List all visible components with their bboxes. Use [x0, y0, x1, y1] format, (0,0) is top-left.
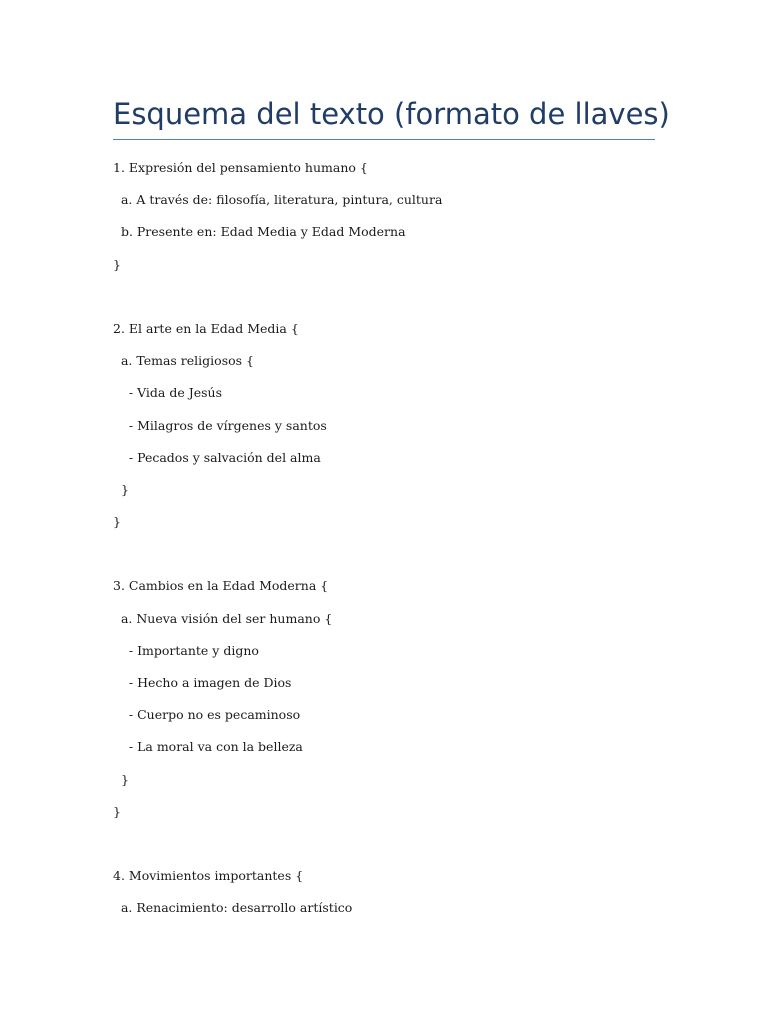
document-title: Esquema del texto (formato de llaves)	[113, 97, 670, 131]
outline-line-brace-close: }	[113, 771, 129, 787]
outline-line-brace-close: }	[113, 803, 121, 819]
outline-line-blank	[113, 281, 673, 313]
outline-line-blank	[113, 828, 673, 860]
outline-line-item: b. Presente en: Edad Media y Edad Moderna	[113, 224, 406, 240]
outline-line-subitem: - Cuerpo no es pecaminoso	[113, 707, 301, 723]
outline-line-item: a. Renacimiento: desarrollo artístico	[113, 900, 353, 916]
outline-line-item: a. Nueva visión del ser humano {	[113, 610, 333, 626]
outline-line-section-3-heading: 3. Cambios en la Edad Moderna {	[113, 578, 329, 594]
title-underline-divider	[113, 139, 655, 140]
outline-line-section-2-heading: 2. El arte en la Edad Media {	[113, 320, 299, 336]
outline-line-subitem: - Vida de Jesús	[113, 385, 222, 401]
outline-line-section-1-heading: 1. Expresión del pensamiento humano {	[113, 160, 368, 175]
outline-line-subitem: - Pecados y salvación del alma	[113, 449, 321, 465]
outline-line-subitem: - Importante y digno	[113, 642, 259, 658]
outline-line-brace-close: }	[113, 256, 121, 272]
outline-line-item: a. Temas religiosos {	[113, 353, 254, 369]
outline-list	[113, 152, 673, 925]
outline-line-blank	[113, 538, 673, 570]
outline-line-section-4-heading: 4. Movimientos importantes {	[113, 868, 304, 884]
outline-line-brace-close: }	[113, 481, 129, 497]
outline-line-subitem: - Hecho a imagen de Dios	[113, 675, 292, 690]
outline-line-item: a. A través de: filosofía, literatura, pintura, cultura	[113, 192, 443, 208]
outline-line-brace-close: }	[113, 514, 121, 530]
outline-line-subitem: - La moral va con la belleza	[113, 739, 303, 755]
outline-line-subitem: - Milagros de vírgenes y santos	[113, 417, 327, 433]
